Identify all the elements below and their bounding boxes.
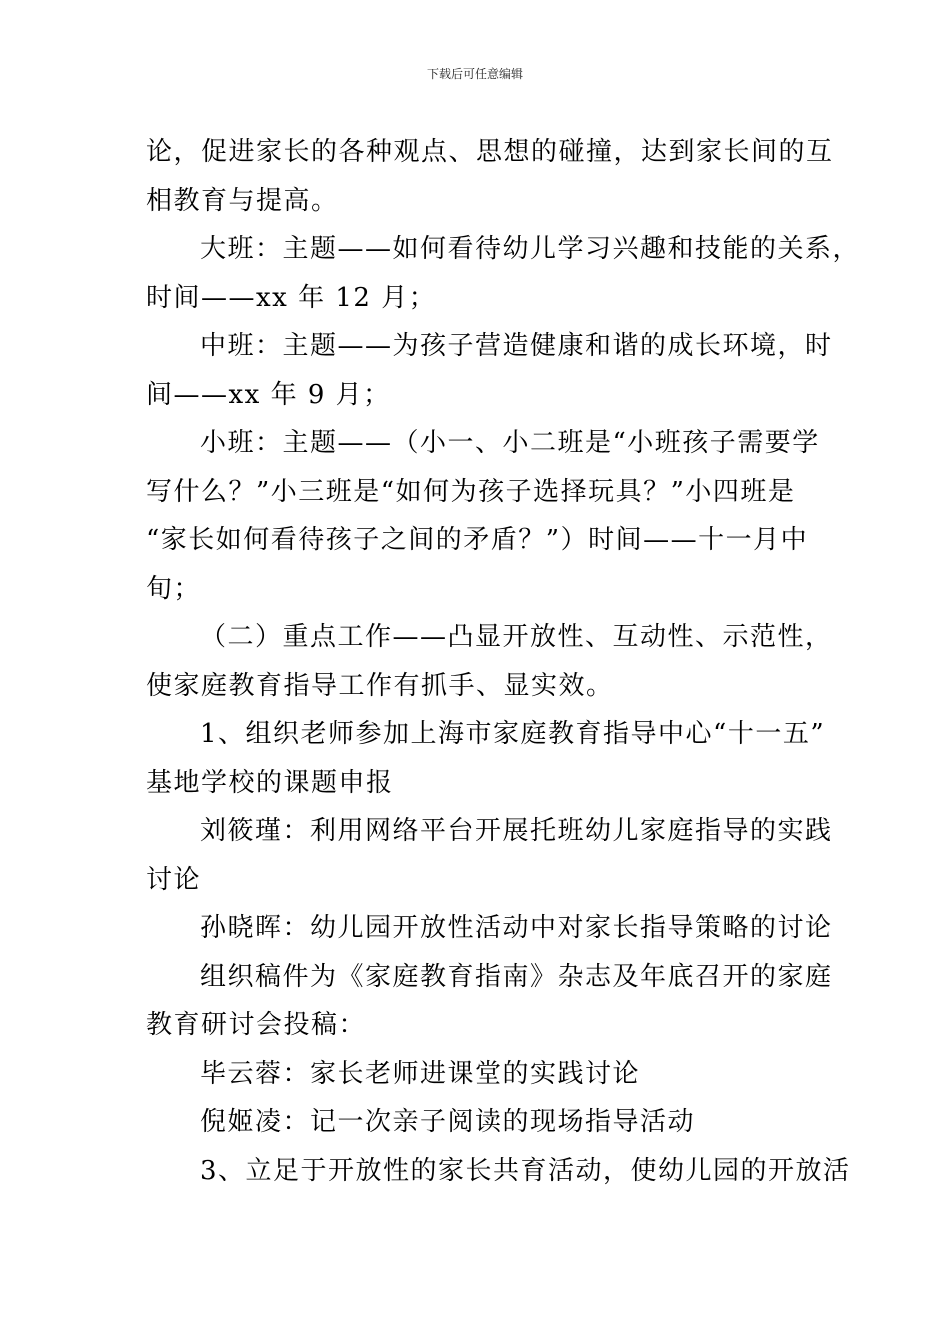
- text-line: “家长如何看待孩子之间的矛盾？”）时间——十一月中: [146, 525, 809, 555]
- text-line: 3、立足于开放性的家长共育活动，使幼儿园的开放活: [200, 1155, 851, 1186]
- text-line: 倪姬凌：记一次亲子阅读的现场指导活动: [200, 1107, 696, 1137]
- header-note: 下载后可任意编辑: [426, 67, 523, 81]
- text-line: 1、组织老师参加上海市家庭教育指导中心“十一五”: [200, 719, 826, 749]
- document-body: [146, 128, 861, 1195]
- paragraph: [146, 953, 833, 1050]
- text-line: 孙晓晖：幼儿园开放性活动中对家长指导策略的讨论: [200, 913, 833, 943]
- text-line: 使家庭教育指导工作有抓手、显实效。: [146, 670, 614, 701]
- paragraph: [146, 225, 861, 322]
- text-line: 毕云蓉：家长老师进课堂的实践讨论: [200, 1058, 641, 1089]
- text-line: 小班：主题——（小一、小二班是“小班孩子需要学: [200, 428, 820, 458]
- paragraph: [146, 904, 833, 953]
- paragraph: [146, 1098, 826, 1147]
- text-line: 组织稿件为《家庭教育指南》杂志及年底召开的家庭: [200, 961, 833, 992]
- paragraph: [146, 419, 826, 613]
- text-line: 讨论: [146, 864, 202, 895]
- paragraph: [146, 710, 826, 807]
- text-line: （二）重点工作——凸显开放性、互动性、示范性，: [200, 622, 833, 652]
- text-line: 论，促进家长的各种观点、思想的碰撞，达到家长间的互: [146, 137, 834, 167]
- paragraph: [146, 322, 833, 419]
- paragraph: [146, 807, 833, 904]
- text-line: 刘筱瑾：利用网络平台开展托班幼儿家庭指导的实践: [200, 816, 833, 846]
- text-line: 写什么？”小三班是“如何为孩子选择玩具？”小四班是: [146, 476, 796, 507]
- text-line: 基地学校的课题申报: [146, 767, 394, 798]
- text-line: 中班：主题——为孩子营造健康和谐的成长环境，时: [200, 331, 833, 361]
- text-line: 相教育与提高。: [146, 185, 339, 216]
- paragraph: [146, 1147, 851, 1196]
- text-line: 教育研讨会投稿：: [146, 1010, 367, 1040]
- text-line: 旬；: [146, 573, 202, 604]
- text-line: 间——xx 年 9 月；: [146, 379, 391, 410]
- paragraph: [146, 128, 834, 225]
- text-line: 大班：主题——如何看待幼儿学习兴趣和技能的关系，: [200, 234, 861, 264]
- paragraph: [146, 613, 833, 710]
- paragraph: [146, 1050, 826, 1099]
- text-line: 时间——xx 年 12 月；: [146, 282, 437, 313]
